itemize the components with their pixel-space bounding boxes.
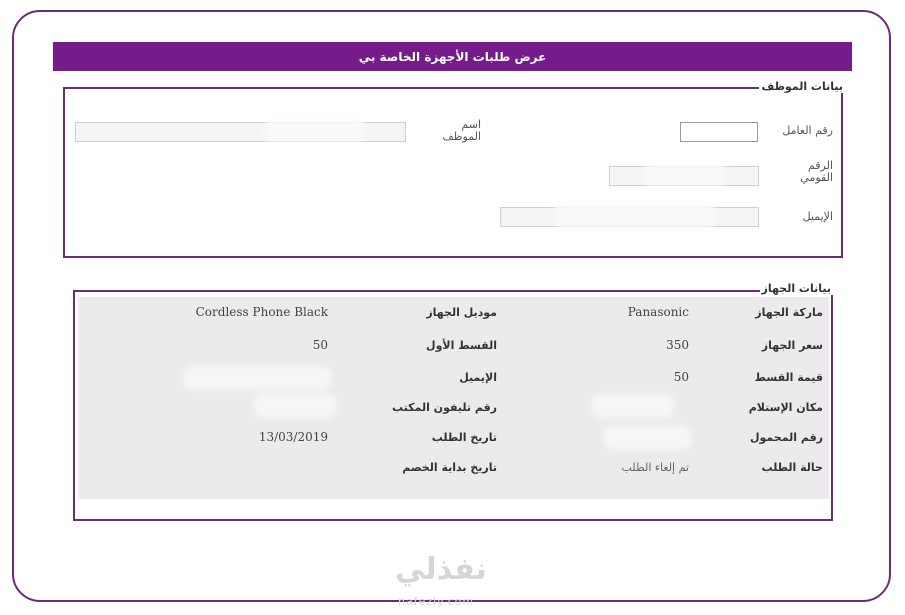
name-label-line2: الموظف (442, 130, 481, 143)
first-installment-label: القسط الأول (426, 339, 497, 352)
installment-value-label: قيمة القسط (754, 371, 823, 384)
model-value: Cordless Phone Black (195, 305, 328, 319)
redaction-national-id (650, 170, 720, 180)
office-phone-label: رقم تليفون المكتب (392, 401, 497, 414)
status-label: حالة الطلب (761, 461, 823, 474)
brand-label: ماركة الجهاز (755, 306, 823, 319)
email-label: الإيميل (802, 210, 833, 223)
brand-value: Panasonic (627, 305, 689, 319)
request-date-value: 13/03/2019 (258, 430, 328, 444)
national-id-label-line1: الرقم (807, 159, 833, 172)
redaction-device-email (190, 372, 325, 384)
name-label (442, 119, 481, 143)
employee-legend: بيانات الموظف (761, 80, 843, 93)
status-value: تم إلغاء الطلب (621, 461, 689, 474)
redaction-receipt-place (598, 400, 668, 412)
redaction-office-phone (260, 400, 330, 412)
device-email-label: الإيميل (459, 371, 497, 384)
mobile-label: رقم المحمول (749, 431, 823, 444)
redaction-name (270, 126, 360, 136)
redaction-email (560, 210, 710, 222)
emp-no-input[interactable] (680, 122, 758, 142)
emp-no-label: رقم العامل (782, 124, 833, 137)
receipt-place-label: مكان الإستلام (748, 401, 823, 414)
watermark-domain: nafezly.com (398, 595, 475, 608)
price-value: 350 (666, 338, 689, 352)
model-label: موديل الجهاز (426, 306, 497, 319)
price-label: سعر الجهاز (761, 339, 823, 352)
deduction-start-label: تاريخ بداية الخصم (402, 461, 497, 474)
national-id-label-line2: القومي (800, 171, 833, 184)
first-installment-value: 50 (312, 338, 328, 352)
redaction-mobile (610, 432, 685, 444)
national-id-label (800, 160, 833, 184)
name-label-line1: اسم (461, 118, 481, 131)
request-date-label: تاريخ الطلب (431, 431, 497, 444)
device-legend: بيانات الجهاز (761, 282, 831, 295)
watermark-logo: نفذلي (395, 552, 487, 587)
page-title: عرض طلبات الأجهزة الخاصة بي (53, 42, 852, 71)
installment-value-value: 50 (673, 370, 689, 384)
